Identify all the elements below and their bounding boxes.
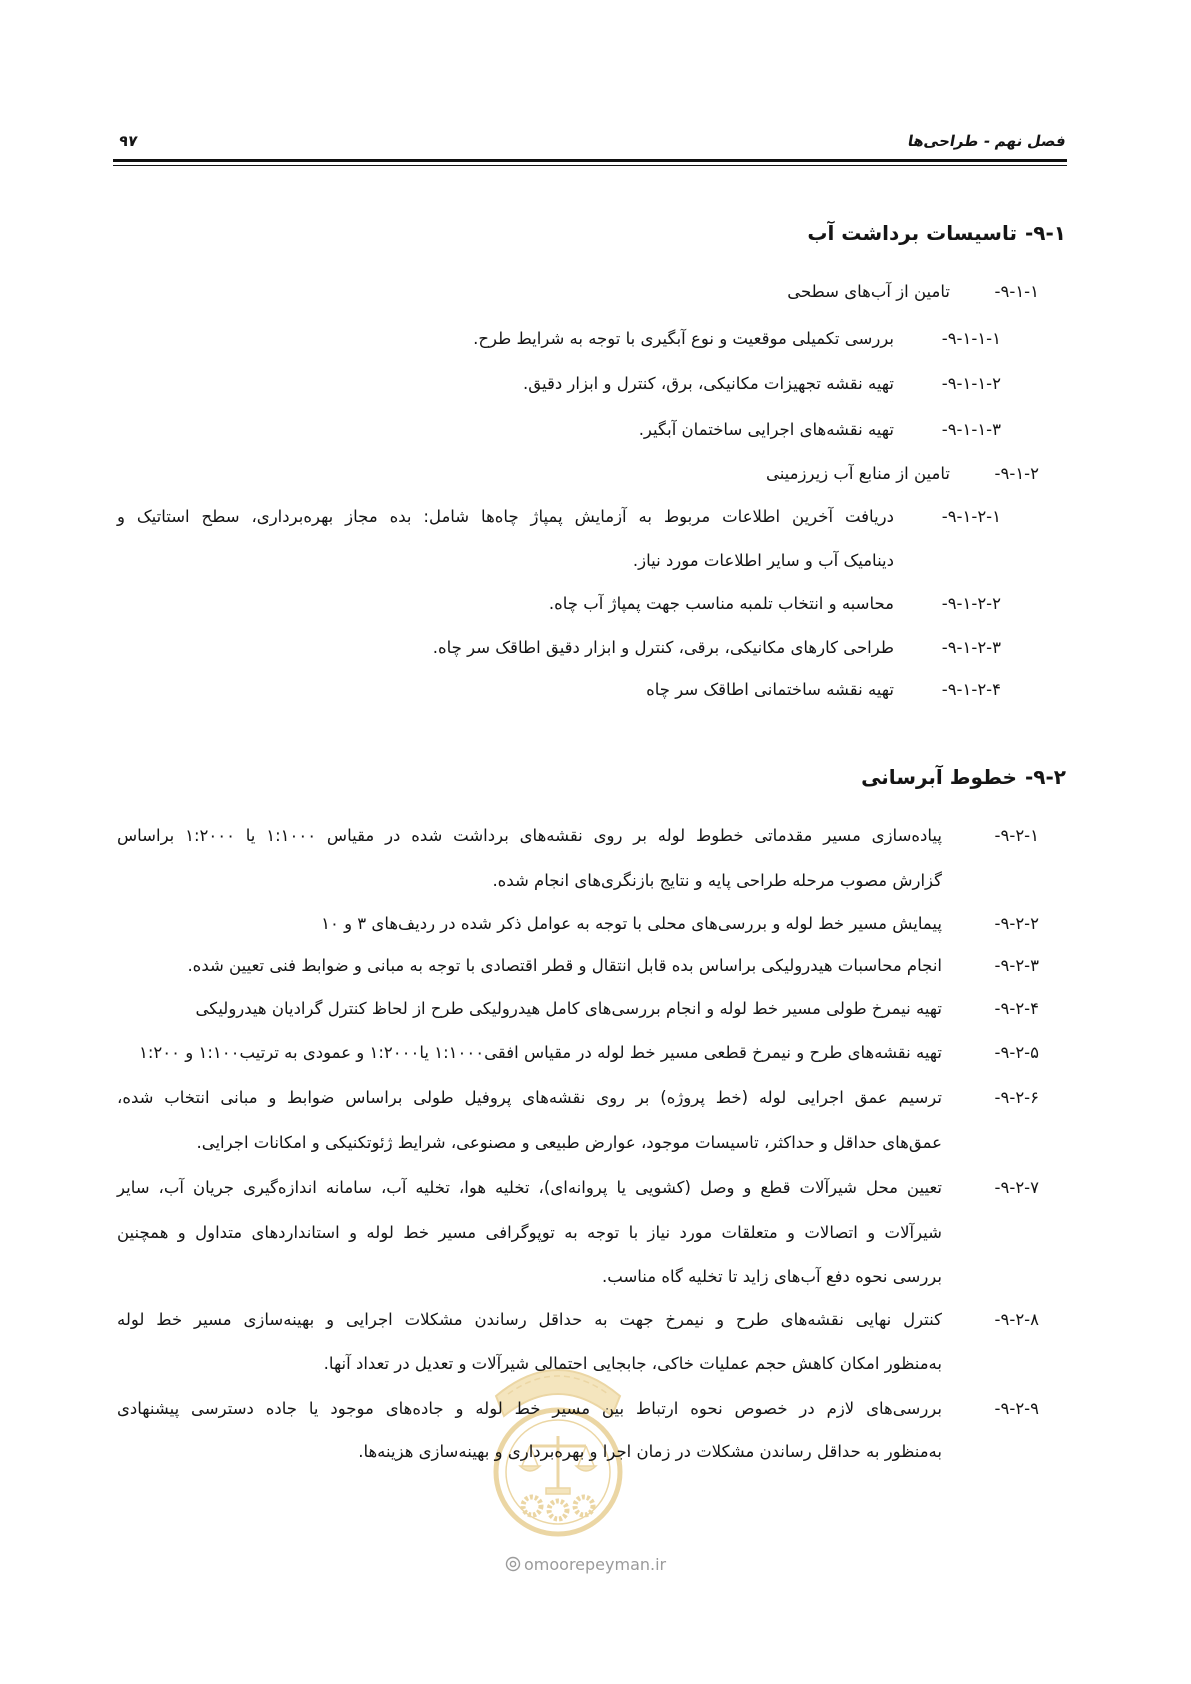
item-number: ۹-۲-۱- (994, 826, 1039, 845)
item-text-line: تهیه نیمرخ طولی مسیر خط لوله و انجام بررسی‌های کامل هیدرولیکی طرح از لحاظ کنترل گرادیان هیدرولیکی (195, 999, 942, 1018)
item-text-line: پیاده‌سازی مسیر مقدماتی خطوط لوله بر روی نقشه‌های برداشت شده در مقیاس ۱:۱۰۰۰ یا ۱:۲۰۰۰ براساس (117, 826, 942, 845)
watermark-url (505, 1552, 666, 1576)
item-text-line: تامین از آب‌های سطحی (787, 282, 950, 301)
item-text-line: کنترل نهایی نقشه‌های طرح و نیمرخ جهت به حداقل رساندن مشکلات اجرایی و بهینه‌سازی مسیر خط لوله (117, 1310, 942, 1329)
item-number: ۹-۱-۲-۴- (941, 680, 1001, 699)
item-text-line: شیرآلات و اتصالات و متعلقات مورد نیاز با توجه به توپوگرافی مسیر خط لوله و استانداردهای متداول و همچنین (117, 1223, 942, 1242)
item-number: ۹-۱-۱-۳- (941, 420, 1001, 439)
item-text-line: تهیه نقشه‌های طرح و نیمرخ قطعی مسیر خط لوله در مقیاس افقی۱:۱۰۰۰ یا۱:۲۰۰۰ و عمودی به ترتیب۱:۱۰۰ و ۱:۲۰۰ (138, 1043, 942, 1062)
section-heading (861, 761, 1066, 793)
watermark-url-text: omoorepeyman.ir (524, 1554, 667, 1574)
item-number: ۹-۱-۲-۱- (941, 507, 1001, 526)
item-text-line: تامین از منابع آب زیرزمینی (765, 464, 950, 483)
section-number: ۹-۱- (1024, 221, 1066, 245)
globe-icon (505, 1556, 521, 1572)
item-number: ۹-۱-۱-۱- (941, 329, 1001, 348)
item-text-line: دینامیک آب و سایر اطلاعات مورد نیاز. (632, 551, 894, 570)
item-number: ۹-۱-۱-۲- (941, 374, 1001, 393)
item-text-line: عمق‌های حداقل و حداکثر، تاسیسات موجود، عوارض طبیعی و مصنوعی، شرایط ژئوتکنیکی و امکانات اجرایی. (196, 1133, 942, 1152)
item-number: ۹-۲-۶- (994, 1088, 1039, 1107)
item-text-line: تهیه نقشه‌های اجرایی ساختمان آبگیر. (638, 420, 894, 439)
item-number: ۹-۲-۵- (994, 1043, 1039, 1062)
item-text-line: گزارش مصوب مرحله طراحی پایه و نتایج بازنگری‌های انجام شده. (492, 871, 942, 890)
item-text-line: تعیین محل شیرآلات قطع و وصل (کشویی یا پروانه‌ای)، تخلیه هوا، تخلیه آب، سامانه اندازه‌گیری جریان آب، سایر (117, 1178, 942, 1197)
item-text-line: طراحی کارهای مکانیکی، برقی، کنترل و ابزار دقیق اطاقک سر چاه. (432, 638, 894, 657)
item-text-line: دریافت آخرین اطلاعات مربوط به آزمایش پمپاژ چاه‌ها شامل: بده مجاز بهره‌برداری، سطح استاتیک و (117, 507, 894, 526)
item-number: ۹-۱-۲- (994, 464, 1039, 483)
chapter-title: فصل نهم - طراحی‌ها (906, 132, 1068, 150)
section-title: خطوط آبرسانی (861, 765, 1017, 789)
item-text-line: تهیه نقشه ساختمانی اطاقک سر چاه (646, 680, 894, 699)
item-number: ۹-۲-۴- (994, 999, 1039, 1018)
header-rule-thin (113, 165, 1067, 166)
item-text-line: بررسی‌های لازم در خصوص نحوه ارتباط بین مسیر خط لوله و جاده‌های موجود یا جاده دسترسی پیشنهادی (117, 1399, 942, 1418)
item-number: ۹-۲-۳- (994, 956, 1039, 975)
section-heading (807, 217, 1066, 249)
item-text-line: انجام محاسبات هیدرولیکی براساس بده قابل انتقال و قطر اقتصادی با توجه به مبانی و ضوابط فنی تعیین شده. (187, 956, 942, 975)
item-text-line: به‌منظور به حداقل رساندن مشکلات در زمان اجرا و بهره‌برداری و بهینه‌سازی هزینه‌ها. (358, 1442, 942, 1461)
item-text-line: محاسبه و انتخاب تلمبه مناسب جهت پمپاژ آب چاه. (548, 594, 894, 613)
section-number: ۹-۲- (1024, 765, 1066, 789)
item-number: ۹-۱-۲-۲- (941, 594, 1001, 613)
item-number: ۹-۱-۲-۳- (941, 638, 1001, 657)
item-text-line: به‌منظور امکان کاهش حجم عملیات خاکی، جابجایی احتمالی شیرآلات و تعدیل در تعداد آنها. (323, 1354, 942, 1373)
page-number: ۹۷ (117, 132, 139, 150)
item-number: ۹-۱-۱- (994, 282, 1039, 301)
item-text-line: پیمایش مسیر خط لوله و بررسی‌های محلی با توجه به عوامل ذکر شده در ردیف‌های ۳ و ۱۰ (321, 914, 942, 933)
item-text-line: بررسی تکمیلی موقعیت و نوع آبگیری با توجه به شرایط طرح. (473, 329, 894, 348)
item-number: ۹-۲-۲- (994, 914, 1039, 933)
header-rule-thick (113, 159, 1067, 162)
item-text-line: تهیه نقشه تجهیزات مکانیکی، برق، کنترل و ابزار دقیق. (522, 374, 894, 393)
item-number: ۹-۲-۹- (994, 1399, 1039, 1418)
item-text-line: ترسیم عمق اجرایی لوله (خط پروژه) بر روی نقشه‌های پروفیل طولی براساس ضوابط و مبانی انتخاب شده، (117, 1088, 942, 1107)
item-text-line: بررسی نحوه دفع آب‌های زاید تا تخلیه گاه مناسب. (602, 1267, 942, 1286)
item-number: ۹-۲-۸- (994, 1310, 1039, 1329)
item-number: ۹-۲-۷- (994, 1178, 1039, 1197)
section-title: تاسیسات برداشت آب (807, 221, 1017, 245)
